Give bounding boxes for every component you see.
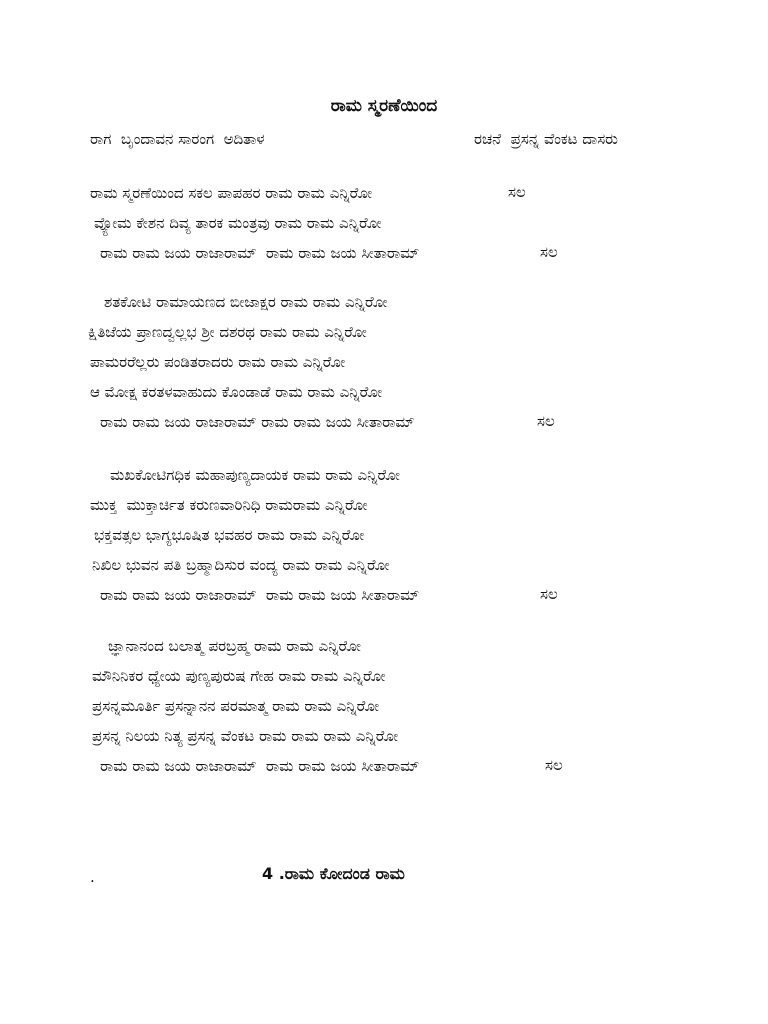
sala-marker: ಸಲ: [545, 756, 563, 774]
sala-marker: ಸಲ: [537, 412, 555, 430]
stanza-3-refrain: ರಾಮ ರಾಮ ಜಯ ರಾಜಾರಾಮ್ ರಾಮ ರಾಮ ಜಯ ಸೀತಾರಾಮ್: [100, 586, 420, 604]
stanza-1-line-2: ವ್ಯೋಮ ಕೇಶನ ದಿವ್ಯ ತಾರಕ ಮಂತ್ರವು ರಾಮ ರಾಮ ಎನ್ನಿರೋ: [94, 214, 382, 232]
stanza-2-line-4: ಆ ಮೋಕ್ಷ ಕರತಳವಾಹುದು ಕೊಂಡಾಡೆ ರಾಮ ರಾಮ ಎನ್ನಿರೋ: [90, 383, 383, 401]
sala-marker: ಸಲ: [540, 585, 558, 603]
stanza-1-line-1: ರಾಮ ಸ್ಮರಣೆಯಿಂದ ಸಕಲ ಪಾಪಹರ ರಾಮ ರಾಮ ಎನ್ನಿರೋ: [90, 184, 373, 202]
stanza-3-line-3: ಭಕ್ತವತ್ಸಲ ಭಾಗ್ಯಭೂಷಿತ ಭವಹರ ರಾಮ ರಾಮ ಎನ್ನಿರೋ: [94, 526, 365, 544]
sala-marker: ಸಲ: [508, 183, 526, 201]
stanza-4-line-3: ಪ್ರಸನ್ನಮೂರ್ತಿ ಪ್ರಸನ್ನಾನನ ಪರಮಾತ್ಮ ರಾಮ ರಾಮ ಎನ್ನಿರೋ: [92, 697, 380, 715]
next-song-title: 4 .ರಾಮ ಕೋದಂಡ ರಾಮ: [262, 864, 405, 883]
stanza-2-line-1: ಶತಕೋಟಿ ರಾಮಾಯಣದ ಬೀಜಾಕ್ಷರ ರಾಮ ರಾಮ ಎನ್ನಿರೋ: [104, 293, 388, 311]
stanza-4-line-2: ಮೌನಿನಿಕರ ಧ್ಯೇಯ ಪುಣ್ಯಪುರುಷ ಗೇಹ ರಾಮ ರಾಮ ಎನ್ನಿರೋ: [92, 667, 386, 685]
stanza-3-line-2: ಮುಕ್ತ ಮುಕ್ತಾರ್ಚಿತ ಕರುಣವಾರಿನಿಧಿ ರಾಮರಾಮ ಎನ್ನಿರೋ: [90, 496, 368, 514]
stanza-1-refrain: ರಾಮ ರಾಮ ಜಯ ರಾಜಾರಾಮ್ ರಾಮ ರಾಮ ಜಯ ಸೀತಾರಾಮ್: [100, 244, 420, 262]
stanza-3-line-4: ನಿಖಿಲ ಭುವನ ಪತಿ ಬ್ರಹ್ಮಾದಿಸುರ ವಂದ್ಯ ರಾಮ ರಾಮ ಎನ್ನಿರೋ: [92, 556, 390, 574]
author-info: ರಚನೆ ಪ್ರಸನ್ನ ವೆಂಕಟ ದಾಸರು: [474, 130, 618, 148]
stanza-4-line-1: ಜ್ಞಾನಾನಂದ ಬಲಾತ್ಮ ಪರಬ್ರಹ್ಮ ರಾಮ ರಾಮ ಎನ್ನಿರೋ: [108, 637, 361, 655]
raga-info: ರಾಗ ಬೃಂದಾವನ ಸಾರಂಗ ಅದಿತಾಳ: [90, 130, 265, 148]
stanza-4-refrain: ರಾಮ ರಾಮ ಜಯ ರಾಜಾರಾಮ್ ರಾಮ ರಾಮ ಜಯ ಸೀತಾರಾಮ್: [100, 757, 420, 775]
page-title: ರಾಮ ಸ್ಮರಣೆಯಿಂದ: [330, 96, 438, 116]
stanza-3-line-1: ಮಖಕೋಟಿಗಧಿಕ ಮಹಾಪುಣ್ಯದಾಯಕ ರಾಮ ರಾಮ ಎನ್ನಿರೋ: [110, 466, 400, 484]
stanza-4-line-4: ಪ್ರಸನ್ನ ನಿಲಯ ನಿತ್ಯ ಪ್ರಸನ್ನ ವೆಂಕಟ ರಾಮ ರಾಮ ರಾಮ ಎನ್ನಿರೋ: [92, 727, 399, 745]
stanza-2-line-2: ಕ್ಷಿತಿಜೆಯ ಪ್ರಾಣದ್ವಲ್ಲಭ ಶ್ರೀ ದಶರಥ ರಾಮ ರಾಮ ಎನ್ನಿರೋ: [88, 323, 367, 341]
bullet-dot: .: [90, 868, 95, 886]
stanza-2-line-3: ಪಾಮರರೆಲ್ಲರು ಪಂಡಿತರಾದರು ರಾಮ ರಾಮ ಎನ್ನಿರೋ: [90, 353, 346, 371]
stanza-2-refrain: ರಾಮ ರಾಮ ಜಯ ರಾಜಾರಾಮ್ ರಾಮ ರಾಮ ಜಯ ಸೀತಾರಾಮ್: [100, 413, 415, 431]
sala-marker: ಸಲ: [540, 243, 558, 261]
